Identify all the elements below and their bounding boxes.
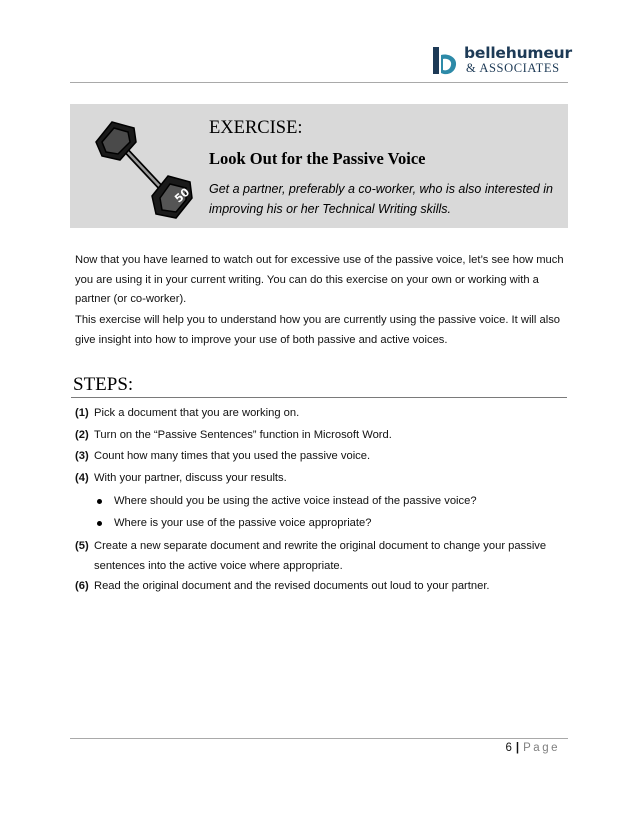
step-item-4 xyxy=(75,469,567,489)
step-item-2 xyxy=(75,426,567,446)
footer-divider xyxy=(70,738,568,739)
step-item-1 xyxy=(75,404,567,424)
header-divider xyxy=(70,82,568,83)
footer-separator: | xyxy=(515,742,520,754)
step-number: (2) xyxy=(75,429,89,441)
logo-mark-icon xyxy=(432,46,458,76)
bullet-dot-icon xyxy=(97,499,102,504)
bullet-dot-icon xyxy=(97,521,102,526)
step-number: (1) xyxy=(75,407,89,419)
page-footer xyxy=(506,742,560,754)
intro-paragraph-2: This exercise will help you to understand how you are currently using the passive voice. It will also give insight into how to improve your use of both passive and active voices. xyxy=(75,314,561,346)
dumbbell-weight-label: 50 xyxy=(172,185,193,206)
page-number: 6 xyxy=(505,742,512,754)
step-number: (5) xyxy=(75,540,89,552)
logo-name: bellehumeur xyxy=(464,44,572,62)
steps-heading: STEPS: xyxy=(73,374,134,395)
step-text: Count how many times that you used the passive voice. xyxy=(94,450,371,462)
sub-bullet-2 xyxy=(95,514,565,534)
sub-bullet-1 xyxy=(95,492,565,512)
sub-bullet-text: Where should you be using the active voice instead of the passive voice? xyxy=(114,495,477,507)
step-text: Turn on the “Passive Sentences” function in Microsoft Word. xyxy=(94,429,392,441)
logo-subtitle: & ASSOCIATES xyxy=(466,61,560,75)
step-number: (6) xyxy=(75,580,89,592)
sub-bullet-text: Where is your use of the passive voice appropriate? xyxy=(114,517,372,529)
page-label: Page xyxy=(523,742,560,754)
dumbbell-icon xyxy=(90,114,198,222)
exercise-title: Look Out for the Passive Voice xyxy=(209,149,426,168)
step-number: (3) xyxy=(75,450,89,462)
company-logo xyxy=(432,44,572,80)
step-item-5 xyxy=(75,537,567,576)
exercise-description: Get a partner, preferably a co-worker, who is also interested in improving his or her Technical Writing skills. xyxy=(209,182,553,216)
intro-paragraph-1: Now that you have learned to watch out for excessive use of the passive voice, let’s see how much you are using it in your current writing. You can do this exercise on your own or working with a partner (or co-worker). xyxy=(75,254,564,305)
step-text: Read the original document and the revised documents out loud to your partner. xyxy=(94,580,490,592)
exercise-callout xyxy=(70,104,568,228)
step-text: With your partner, discuss your results. xyxy=(94,472,287,484)
step-text: Pick a document that you are working on. xyxy=(94,407,300,419)
step-item-6 xyxy=(75,577,567,597)
steps-divider xyxy=(71,397,567,398)
step-text: Create a new separate document and rewrite the original document to change your passive sentences into the active voice where appropriate. xyxy=(94,540,547,572)
exercise-label: EXERCISE: xyxy=(209,118,303,138)
step-item-3 xyxy=(75,447,567,467)
step-number: (4) xyxy=(75,472,89,484)
